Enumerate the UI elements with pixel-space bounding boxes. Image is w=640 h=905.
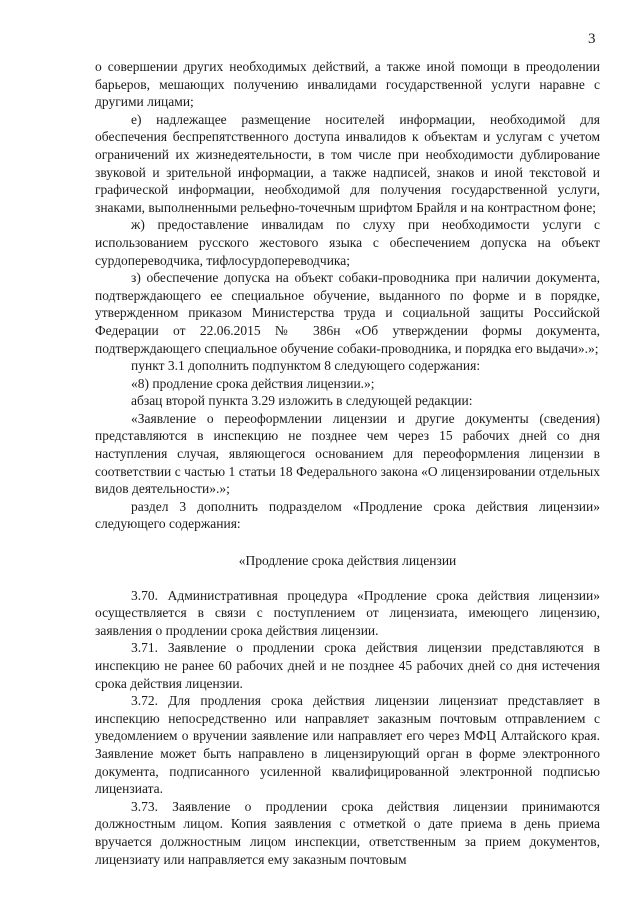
paragraph-continuation: о совершении других необходимых действий, а также иной помощи в преодолении барьеров, мешающих получению инвалидами государственной услуги наравне с другими лицами;: [95, 59, 600, 110]
paragraph-item-zh: ж) предоставление инвалидам по слуху при необходимости услуги с использованием русского жестового языка с обеспечением допуска на объект сурдопереводчика, тифлосурдопереводчика;: [95, 217, 600, 268]
paragraph-3-72: 3.72. Для продления срока действия лицензии лицензиат представляет в инспекцию непосредственно или направляет заказным почтовым отправлением с уведомлением о вручении заявление или направляет его через МФЦ Алтайского края. Заявление может быть направлено в лицензирующий орган в форме электронного документа, подписанного усиленной квалифицированной электронной подписью лицензиата.: [95, 693, 600, 797]
document-body: [95, 58, 600, 868]
paragraph-amend-3-29: абзац второй пункта 3.29 изложить в следующей редакции:: [131, 393, 473, 409]
paragraph-amend-3-1: пункт 3.1 дополнить подпунктом 8 следующего содержания:: [131, 358, 481, 374]
paragraph-quote-3-29: «Заявление о переоформлении лицензии и другие документы (сведения) представляются в инспекцию не позднее чем через 15 рабочих дней со дня наступления случая, являющегося основанием для переоформления лицензии в соответствии с частью 1 статьи 18 Федерального закона «О лицензировании отдельных видов деятельности».»;: [95, 410, 600, 497]
subsection-heading: «Продление срока действия лицензии: [238, 553, 457, 569]
page-number: 3: [588, 31, 596, 47]
paragraph-amend-section-3: раздел 3 дополнить подразделом «Продление срока действия лицензии» следующего содержания:: [95, 498, 600, 532]
paragraph-item-z: з) обеспечение допуска на объект собаки-проводника при наличии документа, подтверждающего ее специальное обучение, выданного по форме и в порядке, утвержденном приказом Министерства труда и социальной защиты Российской Федерации от 22.06.2015 № 386н «Об утверждении формы документа, подтверждающего специальное обучение собаки-проводника, и порядка его выдачи».»;: [95, 270, 600, 356]
paragraph-3-71: 3.71. Заявление о продлении срока действия лицензии представляются в инспекцию не ранее 60 рабочих дней и не позднее 45 рабочих дней со дня истечения срока действия лицензии.: [95, 640, 600, 691]
paragraph-subitem-8: «8) продление срока действия лицензии.»;: [131, 375, 375, 391]
paragraph-3-70: 3.70. Административная процедура «Продление срока действия лицензии» осуществляется в связи с поступлением от лицензиата, имеющего лицензию, заявления о продлении срока действия лицензии.: [95, 587, 600, 638]
paragraph-3-73: 3.73. Заявление о продлении срока действия лицензии принимаются должностным лицом. Копия заявления с отметкой о дате приема в день приема вручается должностным лицом инспекции, ответственным за прием документов, лицензиату или направляется ему заказным почтовым: [95, 798, 600, 867]
paragraph-item-e: е) надлежащее размещение носителей информации, необходимой для обеспечения беспрепятственного доступа инвалидов к объектам и услугам с учетом ограничений их жизнедеятельности, в том числе при необходимости дублирование звуковой и зрительной информации, а также надписей, знаков и иной текстовой и графической информации, необходимой для получения государственной услуги, знаками, выполненными рельефно-точечным шрифтом Брайля и на контрастном фоне;: [95, 111, 600, 215]
